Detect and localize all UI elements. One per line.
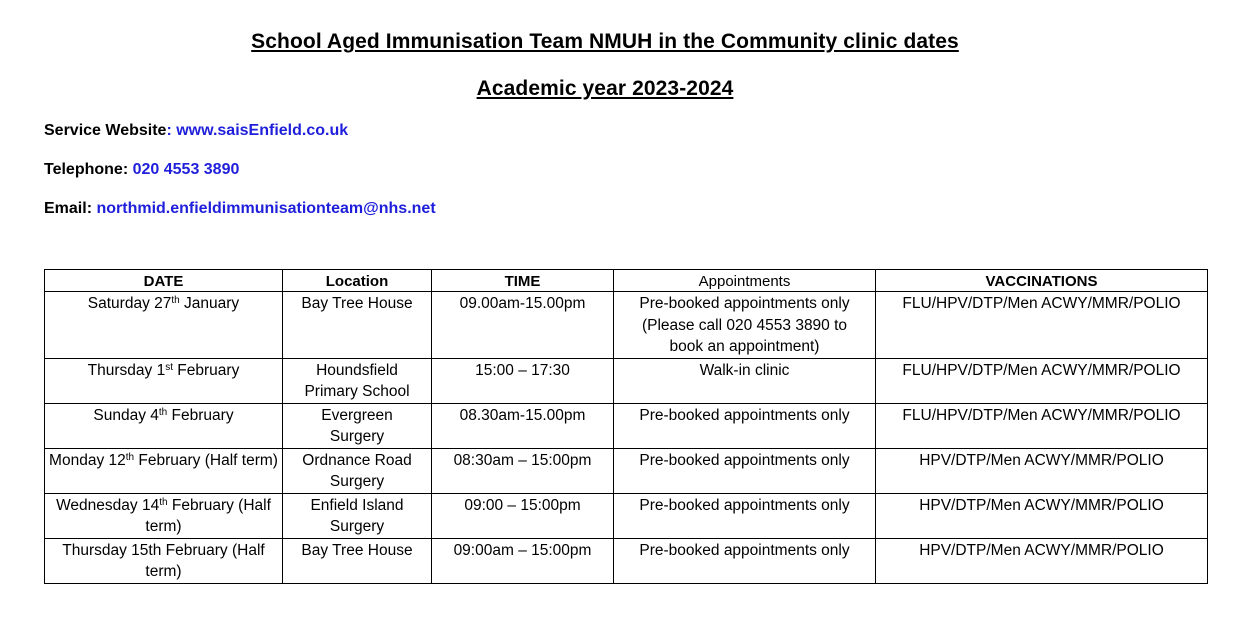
- website-link[interactable]: : www.saisEnfield.co.uk: [166, 122, 349, 139]
- time-cell: 09:00am – 15:00pm: [432, 538, 614, 583]
- date-cell: Thursday 15th February (Half term): [45, 538, 283, 583]
- time-cell: 09.00am-15.00pm: [432, 292, 614, 359]
- appointments-cell: Walk-in clinic: [614, 358, 876, 403]
- column-header-time: TIME: [432, 270, 614, 292]
- location-cell: Bay Tree House: [283, 292, 432, 359]
- appointments-cell: Pre-booked appointments only: [614, 403, 876, 448]
- page-subtitle: Academic year 2023-2024: [476, 77, 734, 100]
- time-cell: 08:30am – 15:00pm: [432, 448, 614, 493]
- vaccinations-cell: FLU/HPV/DTP/Men ACWY/MMR/POLIO: [876, 292, 1208, 359]
- telephone-line: [44, 161, 239, 179]
- clinic-dates-table: [44, 269, 1208, 584]
- date-cell: Thursday 1st February: [45, 358, 283, 403]
- location-cell: Bay Tree House: [283, 538, 432, 583]
- table-row: [45, 403, 1208, 448]
- vaccinations-cell: HPV/DTP/Men ACWY/MMR/POLIO: [876, 493, 1208, 538]
- date-cell: Wednesday 14th February (Half term): [45, 493, 283, 538]
- date-cell: Monday 12th February (Half term): [45, 448, 283, 493]
- table-row: [45, 538, 1208, 583]
- column-header-vaccinations: VACCINATIONS: [876, 270, 1208, 292]
- time-cell: 08.30am-15.00pm: [432, 403, 614, 448]
- location-cell: Evergreen Surgery: [283, 403, 432, 448]
- date-cell: Sunday 4th February: [45, 403, 283, 448]
- location-cell: Ordnance Road Surgery: [283, 448, 432, 493]
- vaccinations-cell: FLU/HPV/DTP/Men ACWY/MMR/POLIO: [876, 358, 1208, 403]
- website-label: Service Website: [44, 122, 167, 139]
- column-header-location: Location: [283, 270, 432, 292]
- table-row: [45, 493, 1208, 538]
- telephone-label: Telephone:: [44, 161, 129, 178]
- vaccinations-cell: HPV/DTP/Men ACWY/MMR/POLIO: [876, 448, 1208, 493]
- table-row: [45, 448, 1208, 493]
- table-row: [45, 292, 1208, 359]
- location-cell: Houndsfield Primary School: [283, 358, 432, 403]
- appointments-cell: Pre-booked appointments only: [614, 493, 876, 538]
- table-row: [45, 358, 1208, 403]
- telephone-link[interactable]: 020 4553 3890: [128, 161, 240, 178]
- email-label: Email:: [44, 200, 97, 217]
- column-header-appointments: Appointments: [614, 270, 876, 292]
- column-header-date: DATE: [45, 270, 283, 292]
- email-link[interactable]: northmid.enfieldimmunisationteam@nhs.net: [96, 200, 436, 217]
- time-cell: 15:00 – 17:30: [432, 358, 614, 403]
- location-cell: Enfield Island Surgery: [283, 493, 432, 538]
- date-cell: Saturday 27th January: [45, 292, 283, 359]
- appointments-cell: Pre-booked appointments only: [614, 538, 876, 583]
- appointments-cell: Pre-booked appointments only (Please call 020 4553 3890 to book an appointment): [614, 292, 876, 359]
- time-cell: 09:00 – 15:00pm: [432, 493, 614, 538]
- vaccinations-cell: FLU/HPV/DTP/Men ACWY/MMR/POLIO: [876, 403, 1208, 448]
- appointments-cell: Pre-booked appointments only: [614, 448, 876, 493]
- table-header-row: [45, 270, 1208, 292]
- email-line: [44, 200, 436, 218]
- vaccinations-cell: HPV/DTP/Men ACWY/MMR/POLIO: [876, 538, 1208, 583]
- website-line: [44, 122, 348, 140]
- page-title: School Aged Immunisation Team NMUH in the Community clinic dates: [251, 30, 959, 53]
